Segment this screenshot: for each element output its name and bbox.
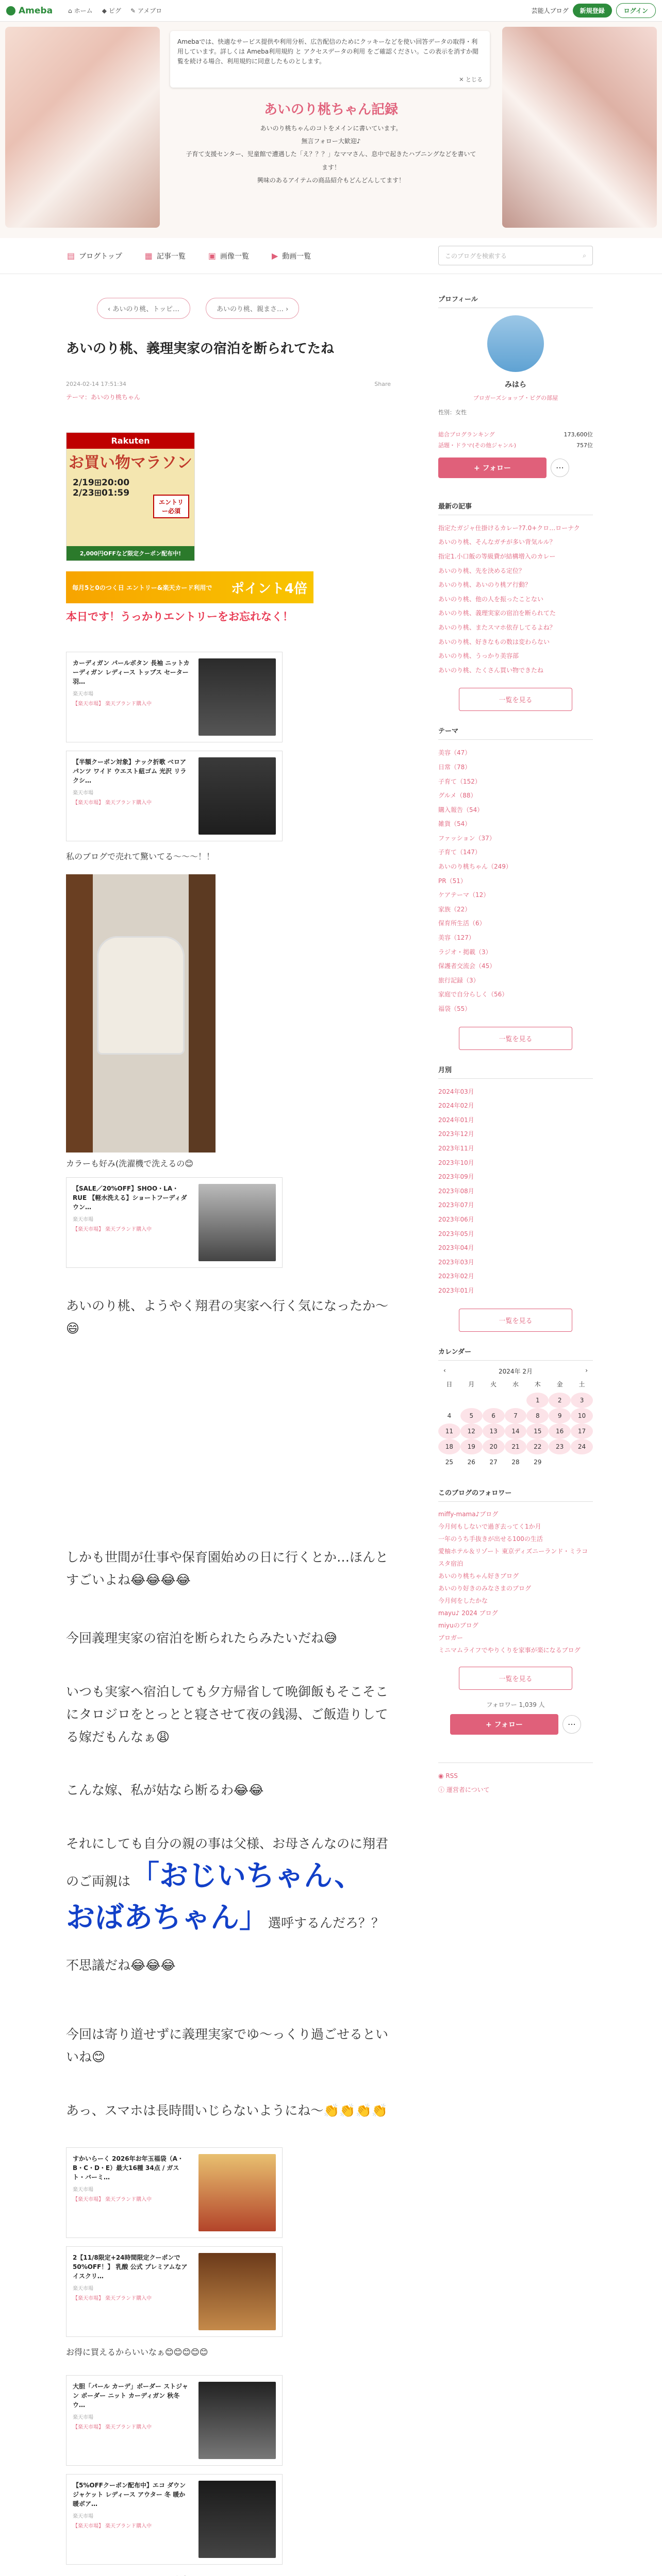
- calendar-day: 26: [467, 1458, 475, 1466]
- theme-item[interactable]: 雑貨（54）: [438, 820, 471, 828]
- product-cta[interactable]: 【楽天市場】 楽天ブランド購入中: [73, 701, 152, 707]
- nav-pigg[interactable]: ◆ ピグ: [102, 7, 121, 14]
- entry-paragraph: お得に買えるからいいなぁ😊😊😊😊😊: [66, 2347, 208, 2358]
- image-icon: ▣: [208, 251, 216, 261]
- product-shop: 楽天市場: [73, 2415, 93, 2421]
- prev-entry-button[interactable]: ‹ あいのり桃、トッピ…: [97, 298, 190, 319]
- brand-text: Ameba: [19, 5, 53, 16]
- calendar-day[interactable]: 13: [483, 1423, 505, 1439]
- operator-link[interactable]: [438, 1783, 593, 1798]
- calendar-day[interactable]: 23: [549, 1439, 571, 1454]
- nav-ameblo[interactable]: ✎ アメブロ: [130, 7, 162, 14]
- nav-video-list-label: 動画一覧: [282, 252, 311, 261]
- recent-item[interactable]: 指定たガジャ仕掛けるカレー?7.0+クロ…ローナク: [438, 524, 580, 532]
- month-item[interactable]: 2023年09月: [438, 1173, 474, 1181]
- calendar-next-icon[interactable]: ›: [585, 1366, 588, 1374]
- product-title: 【5%OFFクーポン配布中】エコ ダウン ジャケット レディース アウター 冬 暖か 暖ボア…: [73, 2482, 186, 2508]
- point-banner-text: 毎月5と0のつく日 エントリー&楽天カード利用で: [72, 584, 212, 591]
- ranking-label[interactable]: 総合ブログランキング: [438, 431, 495, 438]
- follower-item[interactable]: あいのり桃ちゃん好きブログ: [438, 1572, 519, 1580]
- product-image: [198, 1184, 276, 1261]
- next-entry-label: あいのり桃、親まさ…: [216, 306, 284, 313]
- entry-text: それにしても自分の親の事は父様、お母さんなのに翔君のご両親は: [66, 1836, 389, 1889]
- follower-item[interactable]: miyuのブログ: [438, 1621, 478, 1629]
- ameba-logo[interactable]: [6, 6, 53, 16]
- theme-item[interactable]: 購入報告（54）: [438, 806, 484, 814]
- theme-item[interactable]: 美容（47）: [438, 749, 471, 757]
- month-item[interactable]: 2023年02月: [438, 1273, 474, 1280]
- entry-paragraph: あいのり桃、ようやく翔君の実家へ行く気になったか〜😄: [66, 1298, 389, 1336]
- marathon-headline: お買い物マラソン: [69, 454, 192, 472]
- recent-item[interactable]: あいのり桃、うっかり美容部: [438, 652, 519, 660]
- calendar-month: 2024年 2月: [499, 1367, 533, 1375]
- blog-desc-line: 子育て支援センター、児童館で遭遇した「え？？？」なママさん、息中で起きたハプニングなどを書いてます！: [186, 150, 476, 171]
- recent-item[interactable]: あいのり桃、先を決める定位？: [438, 567, 525, 574]
- product-card[interactable]: [66, 652, 283, 742]
- search-input[interactable]: [438, 246, 593, 265]
- month-item[interactable]: 2023年12月: [438, 1130, 474, 1138]
- cookie-close-label: とじる: [466, 76, 483, 83]
- product-cta[interactable]: 【楽天市場】 楽天ブランド購入中: [73, 2523, 152, 2530]
- followers-heading: このブログのフォロワー: [438, 1487, 593, 1502]
- calendar-day[interactable]: 7: [505, 1408, 527, 1423]
- product-cta[interactable]: 【楽天市場】 楽天ブランド購入中: [73, 2296, 152, 2302]
- dow: 金: [556, 1380, 563, 1388]
- entry-paragraph: 今回義理実家の宿泊を断られたらみたいだね😅: [66, 1631, 338, 1646]
- calendar-prev-icon[interactable]: ‹: [443, 1366, 446, 1374]
- search-placeholder: このブログを検索する: [445, 252, 507, 260]
- calendar-day: 25: [445, 1458, 454, 1466]
- follower-item[interactable]: ミニマムライフでやりくりを家事が楽になるブログ: [438, 1646, 581, 1654]
- theme-item[interactable]: 家庭で自分らしく（56）: [438, 991, 508, 998]
- entry-paragraph: [66, 2573, 391, 2576]
- cosmetics-image-left: [5, 27, 160, 228]
- month-item[interactable]: 2024年02月: [438, 1102, 474, 1110]
- product-card[interactable]: [66, 2246, 283, 2337]
- coat-shape: [97, 936, 185, 1055]
- dow: 水: [512, 1380, 519, 1388]
- rss-link[interactable]: [438, 1769, 593, 1784]
- product-shop: 楽天市場: [73, 2286, 93, 2292]
- blog-description: [186, 122, 476, 187]
- month-item[interactable]: 2023年10月: [438, 1159, 474, 1166]
- profile-block: [438, 315, 593, 402]
- profile-sub[interactable]: ブロガーズショップ・ピグの部屋: [473, 395, 558, 401]
- profile-ranking: [438, 430, 593, 451]
- rakuten-logo: Rakuten: [67, 433, 194, 449]
- calendar-day[interactable]: 14: [505, 1423, 527, 1439]
- calendar-day: 27: [489, 1458, 498, 1466]
- doc-icon: ▦: [144, 251, 153, 261]
- marathon-coupon: 2,000円OFFなど限定クーポン配布中!: [67, 546, 194, 561]
- entry-paragraph: あっ、スマホは長時間いじらないようにね〜👏👏👏👏: [66, 2103, 388, 2118]
- follower-item[interactable]: mayu♪ 2024 ブログ: [438, 1609, 498, 1617]
- month-item[interactable]: 2024年03月: [438, 1088, 474, 1095]
- profile-follow-button[interactable]: + フォロー: [438, 457, 547, 478]
- follower-item[interactable]: 一年のうち手抜きが出せる100の生活: [438, 1535, 543, 1543]
- calendar-day[interactable]: 15: [526, 1423, 549, 1439]
- product-image: [198, 658, 276, 736]
- follower-item[interactable]: 愛柚ホテル＆リゾート 東京ディズニーランド・ミラコスタ宿泊: [438, 1547, 588, 1567]
- product-card[interactable]: [66, 1177, 283, 1268]
- calendar-day[interactable]: 11: [438, 1423, 460, 1439]
- month-item[interactable]: 2023年11月: [438, 1144, 474, 1152]
- month-item[interactable]: 2023年06月: [438, 1215, 474, 1223]
- ranking-value: 757位: [576, 442, 593, 449]
- product-shop: 楽天市場: [73, 2514, 93, 2520]
- month-item[interactable]: 2023年05月: [438, 1230, 474, 1238]
- product-cta[interactable]: 【楽天市場】 楽天ブランド購入中: [73, 2425, 152, 2431]
- theme-item[interactable]: 日常（78）: [438, 763, 471, 771]
- recent-item[interactable]: あいのり桃、他の人を振ったことない: [438, 595, 544, 603]
- blog-desc-line: あいのり桃ちゃんのコトをメインに書いています。: [260, 125, 402, 132]
- calendar-day[interactable]: 1: [526, 1393, 549, 1408]
- entry-paragraph: 不思議だね😂😂😂: [66, 1958, 176, 1973]
- themes-heading: テーマ: [438, 725, 593, 740]
- calendar-header: [438, 1367, 593, 1376]
- calendar-day[interactable]: 19: [460, 1439, 483, 1454]
- entry-meta: [66, 381, 391, 387]
- recent-item[interactable]: あいのり桃、そんなガチが多い背気ルル？: [438, 538, 556, 546]
- product-title: カーディガン パールボタン 長袖 ニットカーディガン レディース トップス セーター 羽…: [73, 659, 190, 686]
- calendar-day[interactable]: 5: [460, 1408, 483, 1423]
- nav-ameblo-label: アメブロ: [138, 7, 162, 14]
- marathon-end: 2/23⊞01:59: [73, 488, 130, 499]
- side-others: [438, 1762, 593, 1798]
- recent-item[interactable]: あいのり桃、好きなもの数は変わらない: [438, 638, 550, 646]
- month-list: [438, 1085, 593, 1298]
- sidebar: [438, 294, 593, 1798]
- nav-image-list[interactable]: [208, 251, 249, 261]
- point-banner[interactable]: [66, 571, 313, 603]
- followers-more-button[interactable]: 一覧を見る: [459, 1667, 572, 1690]
- recent-more-button[interactable]: 一覧を見る: [459, 688, 572, 711]
- theme-item[interactable]: 旅行記録（3）: [438, 976, 479, 984]
- entry-title: あいのり桃、義理実家の宿泊を断られてたね: [66, 341, 335, 357]
- calendar-day[interactable]: 21: [505, 1439, 527, 1454]
- theme-item[interactable]: グルメ（88）: [438, 792, 477, 800]
- cookie-notice-text: Amebaでは、快適なサービス提供や利用分析、広告配信のためにクッキーなどを使い回答データの取得・利用しています。詳しくは Ameba利用規約 と アクセスデータの利用 をご確認ください。この表示を消すか閲覧を続ける場合、利用規約に同意したものとします。: [177, 38, 478, 65]
- rakuten-marathon-banner[interactable]: [66, 432, 195, 561]
- nav-pigg-label: ピグ: [108, 7, 121, 14]
- calendar-day[interactable]: 16: [549, 1423, 571, 1439]
- profile-meta: 性別：女性: [438, 409, 467, 416]
- calendar-heading: カレンダー: [438, 1346, 593, 1361]
- blog-desc-line: 無言フォロー大歓迎♪: [301, 138, 361, 145]
- months-heading: 月別: [438, 1064, 593, 1079]
- recent-item[interactable]: あいのり桃、義理実家の宿泊を断られてた: [438, 609, 556, 617]
- video-icon: ▶: [271, 251, 278, 261]
- recent-heading: 最新の記事: [438, 501, 593, 515]
- nav-entry-list[interactable]: [145, 251, 186, 261]
- product-card[interactable]: [66, 751, 283, 841]
- product-title: 【半額クーポン対象】ナック折歌 ベロア パンツ ワイド ウエスト紐ゴム 光沢 リラクシ…: [73, 758, 187, 785]
- blog-desc-line: 興味のあるアイテムの商品紹介もどんどんしてます！: [257, 176, 405, 184]
- point-banner-note: 本日です！うっかりエントリーをお忘れなく！: [66, 611, 293, 623]
- product-title: 【SALE／20%OFF】SHOO・LA・RUE 【軽水洗える】ショートフーディダウン…: [73, 1185, 187, 1211]
- cookie-notice: [170, 31, 490, 88]
- rss-label: RSS: [445, 1772, 458, 1780]
- point-banner-points: ポイント4倍: [230, 581, 307, 597]
- entry-theme[interactable]: テーマ：あいのり桃ちゃん: [66, 394, 141, 401]
- follower-item[interactable]: 今月何もしないで過ぎ去ってく1か月: [438, 1522, 541, 1530]
- calendar-day: [505, 1393, 527, 1408]
- dow: 日: [446, 1380, 453, 1388]
- followers-list: [438, 1508, 593, 1656]
- theme-item[interactable]: 保護者交流会（45）: [438, 962, 496, 970]
- recent-list: [438, 521, 593, 678]
- follower-count: フォロワー 1,039 人: [486, 1701, 545, 1708]
- calendar-day[interactable]: 8: [526, 1408, 549, 1423]
- product-image: [198, 2154, 276, 2231]
- blog-title[interactable]: あいのり桃ちゃん記録: [263, 102, 398, 117]
- calendar-grid: [438, 1376, 593, 1470]
- dow: 土: [578, 1380, 585, 1388]
- profile-more-icon[interactable]: ⋯: [551, 459, 569, 477]
- marathon-entry-required: エントリー必須: [153, 495, 189, 518]
- celebrity-blog-link[interactable]: 芸能人ブログ: [531, 7, 569, 14]
- entry-paragraph: 私のブログで売れて驚いてる〜〜〜！！: [66, 852, 215, 862]
- month-item[interactable]: 2024年01月: [438, 1116, 474, 1124]
- info-icon: ⓘ: [438, 1786, 445, 1794]
- calendar-day[interactable]: 3: [571, 1393, 593, 1408]
- marathon-start: 2/19⊞20:00: [73, 478, 130, 488]
- calendar-day[interactable]: 6: [483, 1408, 505, 1423]
- profile-heading: プロフィール: [438, 294, 593, 308]
- nav-blog-top-label: ブログトップ: [79, 252, 122, 261]
- recent-item[interactable]: あいのり桃、たくさん買い物できたね: [438, 666, 544, 674]
- calendar-day: 29: [534, 1458, 542, 1466]
- recent-item[interactable]: あいのり桃、またスマホ依存してるよね？: [438, 623, 556, 631]
- entry-paragraph: しかも世間が仕事や保育園始めの日に行くとか…ほんとすごいよね😂😂😂😂: [66, 1549, 389, 1587]
- product-image: [198, 2382, 276, 2459]
- theme-item[interactable]: 家族（22）: [438, 905, 471, 913]
- calendar-day: [571, 1454, 593, 1470]
- ameba-logo-mark: [6, 6, 15, 15]
- photo-caption: カラーも好み(洗濯機で洗えるの😊: [66, 1159, 193, 1169]
- rss-icon: ◉: [438, 1772, 444, 1780]
- ameba-topbar: [0, 0, 662, 22]
- nav-home[interactable]: ⌂ ホーム: [68, 7, 93, 14]
- theme-item[interactable]: 福袋（55）: [438, 1005, 471, 1012]
- nav-video-list[interactable]: [272, 251, 311, 261]
- dow: 月: [468, 1380, 475, 1388]
- product-title: 2【11/8限定+24時間限定クーポンで50%OFF！】 乳酸 公式 プレミアムなアイスクリ…: [73, 2254, 188, 2280]
- month-item[interactable]: 2023年08月: [438, 1187, 474, 1195]
- product-image: [198, 2481, 276, 2558]
- follower-item[interactable]: 今月何をしたかな: [438, 1597, 488, 1604]
- product-shop: 楽天市場: [73, 2187, 93, 2193]
- ranking-value: 173,600位: [564, 431, 593, 438]
- search-icon[interactable]: ⌕: [583, 251, 586, 259]
- dow: 火: [490, 1380, 497, 1388]
- product-card[interactable]: [66, 2474, 283, 2565]
- nav-image-list-label: 画像一覧: [220, 252, 249, 261]
- month-item[interactable]: 2023年03月: [438, 1258, 474, 1266]
- calendar-day: [438, 1393, 460, 1408]
- login-button[interactable]: ログイン: [616, 3, 656, 18]
- calendar-day: 4: [447, 1412, 452, 1419]
- calendar-day[interactable]: 18: [438, 1439, 460, 1454]
- month-item[interactable]: 2023年01月: [438, 1286, 474, 1294]
- calendar-day: [483, 1393, 505, 1408]
- entry-photo-coat: [66, 874, 216, 1153]
- share-button[interactable]: Share: [374, 381, 391, 388]
- theme-list: [438, 746, 593, 1016]
- product-image: [198, 757, 276, 835]
- side-follow-button[interactable]: + フォロー: [450, 1714, 558, 1735]
- signup-button[interactable]: 新規登録: [573, 4, 612, 18]
- nav-entry-list-label: 記事一覧: [156, 252, 186, 261]
- recent-item[interactable]: あいのり桃、あいのり桃ア行動？: [438, 581, 532, 589]
- theme-item[interactable]: 美容（127）: [438, 934, 475, 942]
- product-card[interactable]: [66, 2375, 283, 2466]
- side-follow-row: [438, 1714, 593, 1735]
- calendar-day[interactable]: 20: [483, 1439, 505, 1454]
- calendar-day[interactable]: 24: [571, 1439, 593, 1454]
- month-item[interactable]: 2023年07月: [438, 1201, 474, 1209]
- next-entry-button[interactable]: あいのり桃、親まさ… ›: [206, 298, 299, 319]
- theme-item[interactable]: ファッション（37）: [438, 834, 495, 842]
- calendar-day[interactable]: 9: [549, 1408, 571, 1423]
- profile-follow-row: [438, 457, 593, 478]
- entry-paragraph: 今回は寄り道せずに義理実家でゆ〜っくり過ごせるといいね😊: [66, 2027, 389, 2064]
- cosmetics-image-right: [502, 27, 657, 228]
- product-title: すかいらーく 2026年お年玉福袋（A・B・C・D・E）最大16種 34点 / ガスト・バーミ…: [73, 2155, 184, 2181]
- entry-highlight: 「おじいちゃん、おばあちゃん」: [66, 1859, 363, 1935]
- recent-item[interactable]: 指定1.小口飯の等級費が結構増入のカレー: [438, 552, 556, 560]
- operator-label: 運営者について: [446, 1786, 490, 1794]
- side-more-icon[interactable]: ⋯: [562, 1715, 581, 1734]
- months-more-button[interactable]: 一覧を見る: [459, 1309, 572, 1332]
- product-shop: 楽天市場: [73, 1217, 93, 1223]
- calendar-day[interactable]: 12: [460, 1423, 483, 1439]
- theme-item[interactable]: PR（51）: [438, 877, 467, 885]
- theme-item[interactable]: 子育て（147）: [438, 849, 481, 856]
- entry-paragraph: [66, 1833, 391, 1939]
- product-cta[interactable]: 【楽天市場】 楽天ブランド購入中: [73, 1227, 152, 1233]
- entry-date: 2024-02-14 17:51:34: [66, 381, 126, 388]
- product-title: 大胆「パール カーデ」ボーダー ストジャン ボーダー ニット カーディガン 秋冬ウ…: [73, 2383, 188, 2409]
- prev-entry-label: あいのり桃、トッピ…: [112, 306, 179, 313]
- calendar-day: [549, 1454, 571, 1470]
- product-cta[interactable]: 【楽天市場】 楽天ブランド購入中: [73, 2197, 152, 2203]
- nav-home-label: ホーム: [74, 7, 93, 14]
- entry-pager-top: [97, 298, 391, 319]
- theme-item[interactable]: ケアテーマ（12）: [438, 891, 490, 899]
- theme-item[interactable]: あいのり桃ちゃん（249）: [438, 863, 512, 871]
- blog-header: [0, 22, 662, 238]
- ranking-label[interactable]: 話題・ドラマ(その他ジャンル): [438, 442, 517, 449]
- theme-item[interactable]: ラジオ・掲載（3）: [438, 948, 492, 956]
- product-cta[interactable]: 【楽天市場】 楽天ブランド購入中: [73, 800, 152, 806]
- follower-item[interactable]: ブロガー: [438, 1634, 464, 1641]
- calendar-day: [460, 1393, 483, 1408]
- home-icon: ▤: [67, 251, 75, 261]
- product-card[interactable]: [66, 2147, 283, 2238]
- entry-text: 選呼するんだろ？？: [268, 1916, 385, 1931]
- product-image: [198, 2253, 276, 2330]
- month-item[interactable]: 2023年04月: [438, 1244, 474, 1252]
- dow: 木: [534, 1380, 541, 1388]
- follower-item[interactable]: あいのり好きのみなさまのブログ: [438, 1584, 532, 1592]
- theme-item[interactable]: 子育て（152）: [438, 777, 481, 785]
- themes-more-button[interactable]: 一覧を見る: [459, 1027, 572, 1050]
- profile-avatar[interactable]: [487, 315, 544, 372]
- entry-paragraph: こんな嫁、私が姑なら断るわ😂😂: [66, 1783, 264, 1798]
- theme-item[interactable]: 保育所生活（6）: [438, 920, 486, 927]
- entry-paragraph: いつも実家へ宿泊しても夕方帰省して晩御飯もそこそこにタロジロをとっとと寝させて夜の銭湯、ご飯造りしてる嫁だもんなぁ😩: [66, 1684, 389, 1744]
- profile-name[interactable]: みはら: [505, 381, 526, 389]
- entry-main: [66, 278, 391, 2576]
- product-shop: 楽天市場: [73, 790, 93, 796]
- follower-item[interactable]: miffy-mama♪ブログ: [438, 1510, 499, 1518]
- cookie-notice-close[interactable]: ✕ とじる: [459, 76, 483, 83]
- calendar-day: 28: [511, 1458, 520, 1466]
- calendar-day[interactable]: 17: [571, 1423, 593, 1439]
- calendar-day[interactable]: 22: [526, 1439, 549, 1454]
- nav-blog-top[interactable]: [67, 251, 122, 261]
- product-shop: 楽天市場: [73, 691, 93, 698]
- calendar-day[interactable]: 10: [571, 1408, 593, 1423]
- calendar-day[interactable]: 2: [549, 1393, 571, 1408]
